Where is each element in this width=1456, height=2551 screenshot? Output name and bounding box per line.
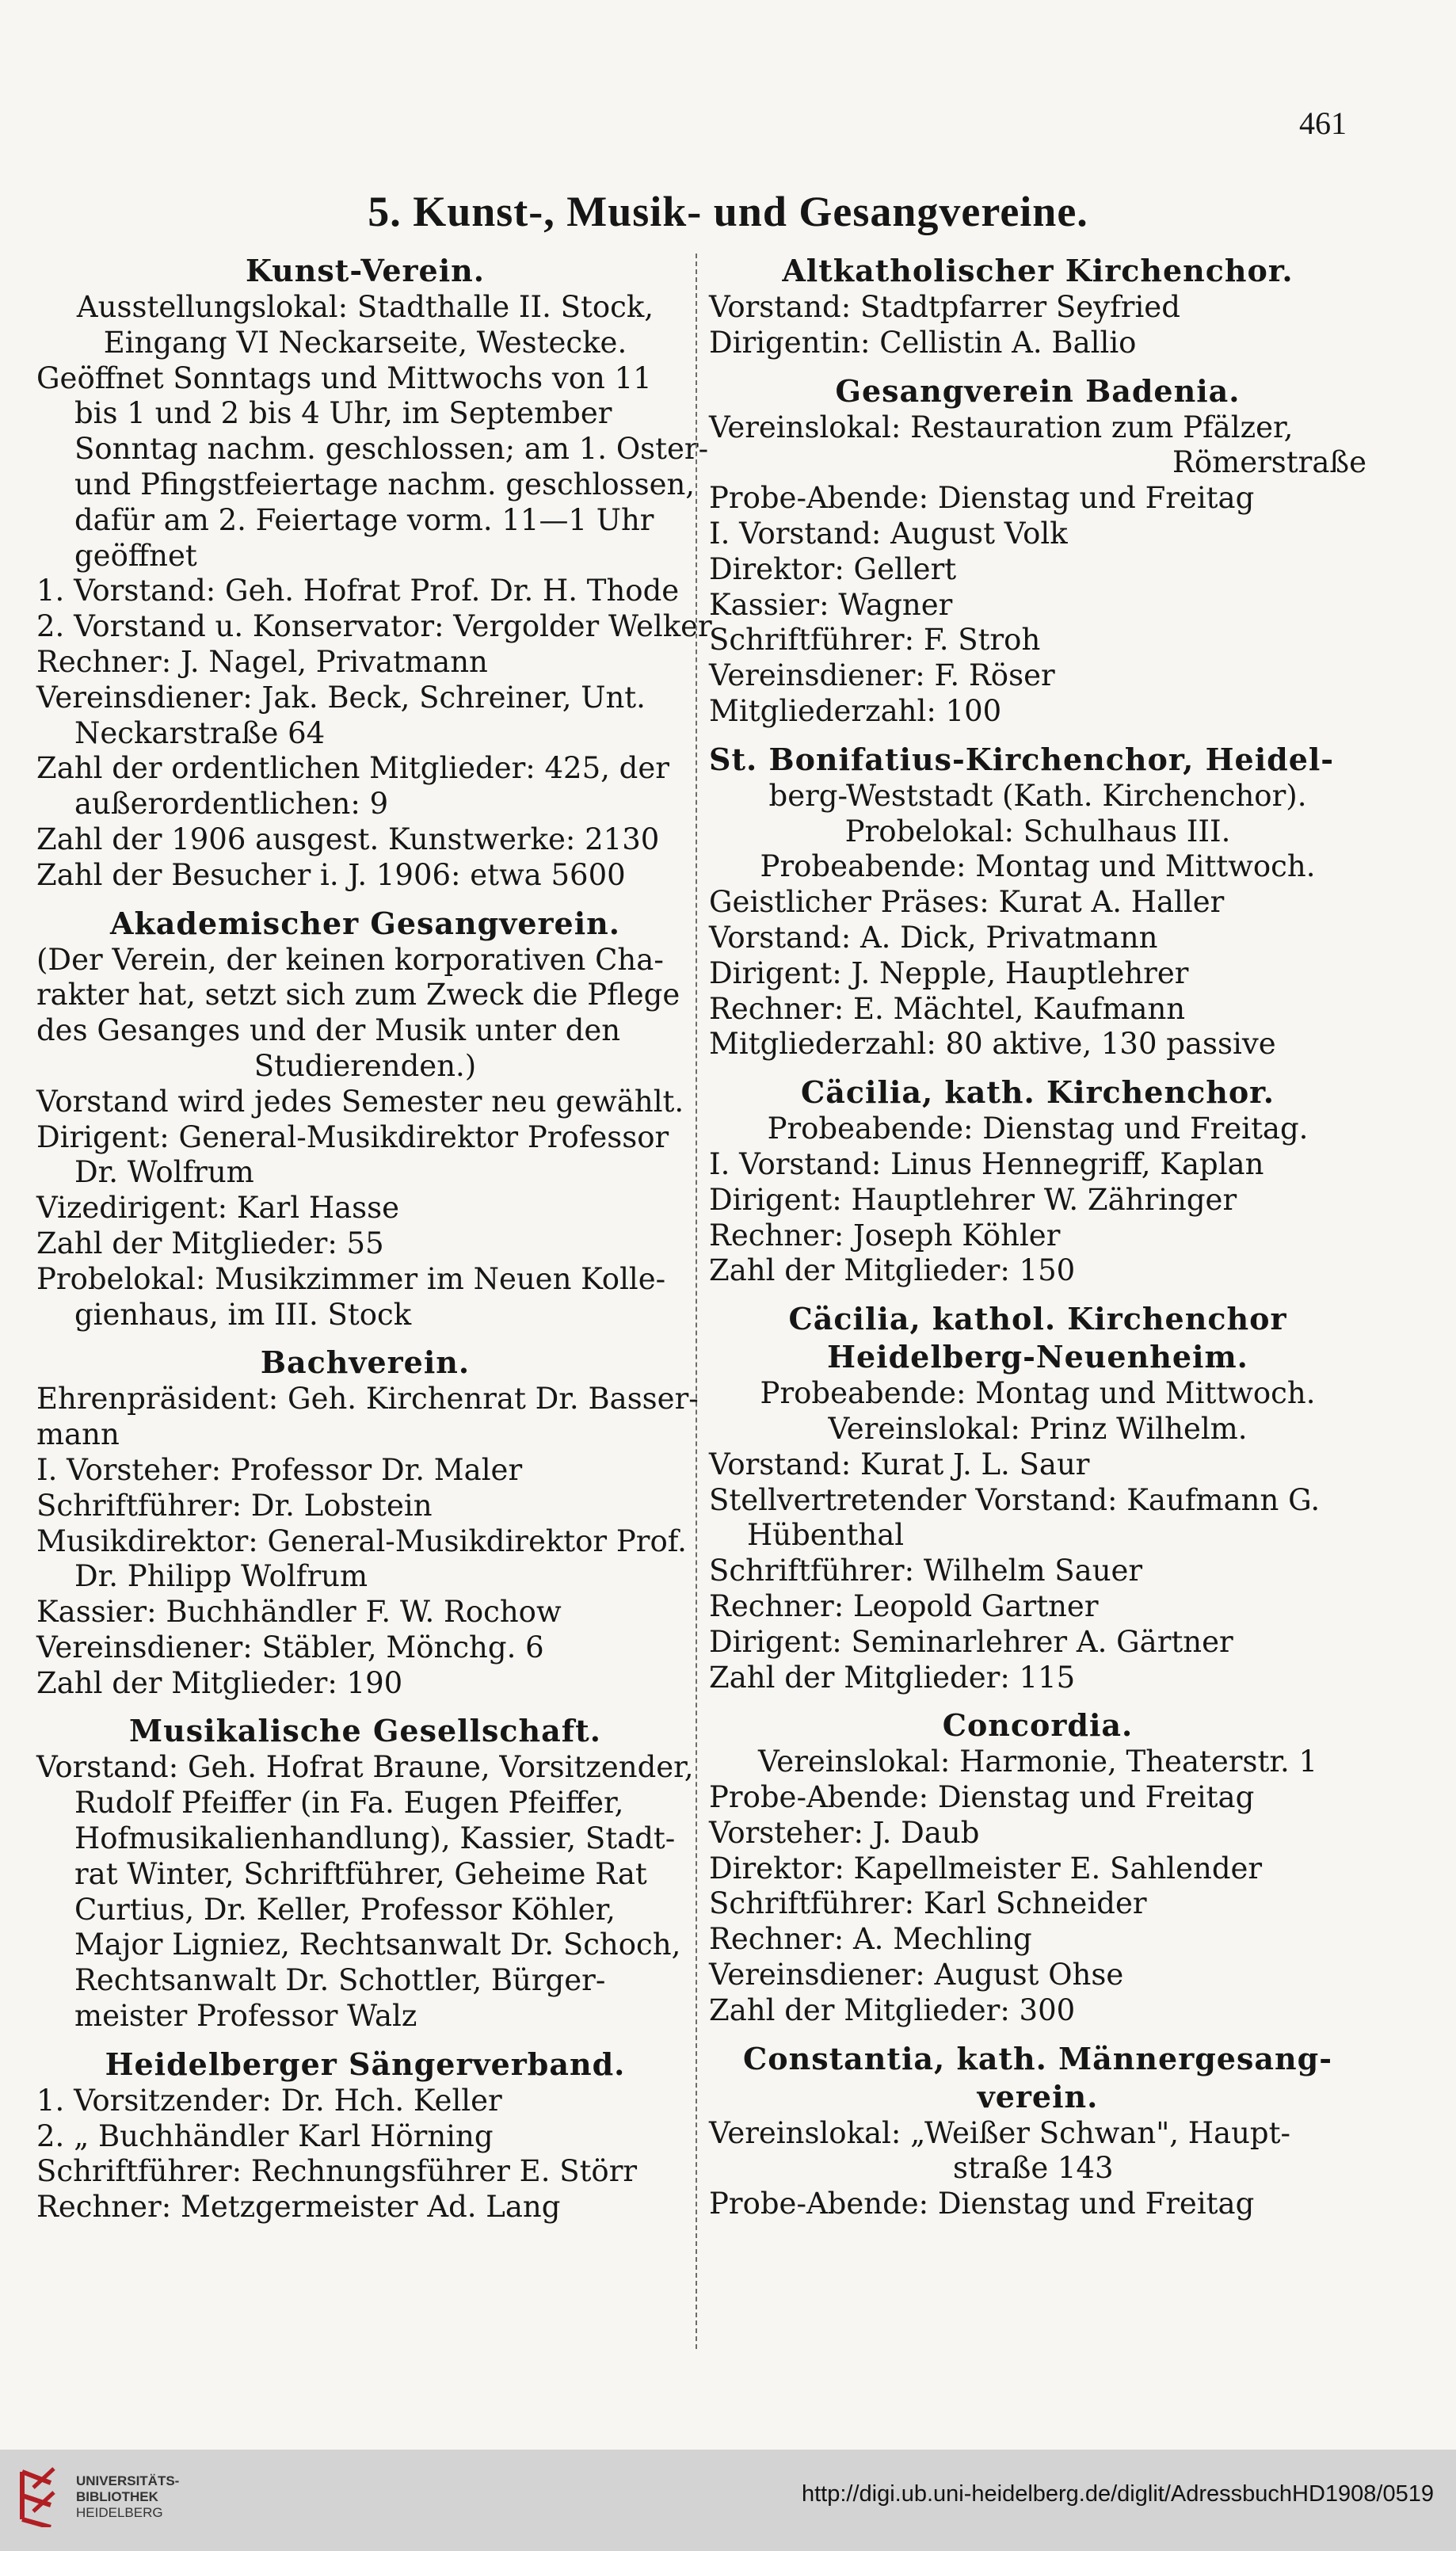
entry-line: Curtius, Dr. Keller, Professor Köhler,: [74, 1892, 616, 1927]
entry-line: Vorstand: A. Dick, Privatmann: [709, 920, 1158, 955]
entry-line: Zahl der Mitglieder: 55: [36, 1226, 384, 1260]
entry-line: Dirigent: J. Nepple, Hauptlehrer: [709, 955, 1189, 990]
entry-line: Vizedirigent: Karl Hasse: [36, 1191, 400, 1226]
entry-line: Vereinslokal: „Weißer Schwan", Haupt-: [709, 2115, 1290, 2150]
entry-line: 1. Vorstand: Geh. Hofrat Prof. Dr. H. Thode: [36, 574, 680, 608]
entry-line: Direktor: Kapellmeister E. Sahlender: [709, 1851, 1263, 1886]
entry-line: Major Ligniez, Rechtsanwalt Dr. Schoch,: [74, 1928, 681, 1962]
entry-line: Vereinsdiener: Jak. Beck, Schreiner, Unt.: [36, 680, 646, 715]
association-constantia-kath-männergesang: [709, 2040, 1366, 2222]
entry-line: Vereinsdiener: Stäbler, Mönchg. 6: [36, 1630, 544, 1664]
entry-line: 1. Vorsitzender: Dr. Hch. Keller: [36, 2083, 502, 2118]
association-heidelberger-sängerverband: [36, 2046, 694, 2225]
entry-line: straße 143: [953, 2151, 1114, 2186]
association-heading: Constantia, kath. Männergesang-: [743, 2040, 1332, 2076]
association-heading-continued: Heidelberg-Neuenheim.: [827, 1339, 1248, 1375]
entry-line: Probelokal: Schulhaus III.: [844, 814, 1231, 848]
library-logo-text: [76, 2473, 179, 2521]
association-akademischer-gesangverein: [36, 905, 694, 1333]
footer-bar: [0, 2450, 1456, 2551]
entry-line: gienhaus, im III. Stock: [74, 1297, 412, 1332]
entry-line: Rechner: Metzgermeister Ad. Lang: [36, 2190, 561, 2225]
entry-line: und Pfingstfeiertage nachm. geschlossen,: [74, 467, 696, 501]
entry-line: Direktor: Gellert: [709, 551, 957, 586]
entry-line: Probe-Abende: Dienstag und Freitag: [709, 2187, 1255, 2221]
entry-line: Rechner: J. Nagel, Privatmann: [36, 644, 488, 679]
entry-line: Zahl der Mitglieder: 150: [709, 1253, 1076, 1288]
entry-line: Kassier: Buchhändler F. W. Rochow: [36, 1595, 562, 1630]
entry-line: Schriftführer: Karl Schneider: [709, 1886, 1147, 1921]
association-heading: Gesangverein Badenia.: [835, 372, 1241, 409]
entry-line: Rudolf Pfeiffer (in Fa. Eugen Pfeiffer,: [74, 1786, 624, 1821]
association-heading: Concordia.: [942, 1707, 1134, 1744]
entry-line: Zahl der ordentlichen Mitglieder: 425, der: [36, 751, 669, 786]
entry-line: außerordentlichen: 9: [74, 787, 389, 822]
entry-line: Ausstellungslokal: Stadthalle II. Stock,: [76, 290, 654, 324]
entry-line: geöffnet: [74, 538, 197, 573]
entry-line: I. Vorstand: Linus Hennegriff, Kaplan: [709, 1146, 1264, 1181]
entry-line: Zahl der Mitglieder: 190: [36, 1665, 403, 1700]
entry-line: Dirigent: Hauptlehrer W. Zähringer: [709, 1182, 1237, 1217]
entry-line: Vorstand: Geh. Hofrat Braune, Vorsitzender,: [36, 1750, 694, 1785]
entry-line: I. Vorsteher: Professor Dr. Maler: [36, 1452, 523, 1487]
entry-line: Geöffnet Sonntags und Mittwochs von 11: [36, 360, 652, 395]
entry-line: Vorstand wird jedes Semester neu gewählt.: [36, 1084, 684, 1119]
entry-line: Vereinslokal: Restauration zum Pfälzer,: [709, 410, 1294, 444]
entry-line: rat Winter, Schriftführer, Geheime Rat: [74, 1856, 647, 1891]
entry-line: Schriftführer: Rechnungsführer E. Störr: [36, 2154, 638, 2189]
association-kunst-verein: [36, 252, 712, 894]
entry-line: 2. Vorstand u. Konservator: Vergolder Welker: [36, 609, 712, 644]
entry-line: Probelokal: Musikzimmer im Neuen Kolle-: [36, 1261, 666, 1296]
entry-line: Sonntag nachm. geschlossen; am 1. Oster-: [74, 432, 709, 467]
entry-line: Hofmusikalienhandlung), Kassier, Stadt-: [74, 1821, 676, 1856]
association-heading: Cäcilia, kathol. Kirchenchor: [788, 1301, 1287, 1337]
entry-line: Rechner: E. Mächtel, Kaufmann: [709, 991, 1186, 1026]
entry-line: Vereinsdiener: August Ohse: [709, 1958, 1124, 1992]
entry-line: Kassier: Wagner: [709, 587, 953, 622]
association-musikalische-gesellschaft: [36, 1712, 694, 2034]
entry-line: Probeabende: Dienstag und Freitag.: [767, 1112, 1309, 1146]
entry-line: Schriftführer: F. Stroh: [709, 623, 1041, 658]
left-column: [36, 252, 712, 2236]
entry-line: meister Professor Walz: [74, 1999, 417, 2034]
association-gesangverein-badenia: [709, 372, 1366, 730]
entry-line: Probeabende: Montag und Mittwoch.: [760, 1376, 1316, 1411]
logo-line-2: BIBLIOTHEK: [76, 2489, 158, 2504]
entry-line: Dirigentin: Cellistin A. Ballio: [709, 325, 1137, 360]
entry-line: Ehrenpräsident: Geh. Kirchenrat Dr. Basser-: [36, 1382, 699, 1417]
entry-line: Eingang VI Neckarseite, Westecke.: [103, 325, 627, 360]
entry-line: bis 1 und 2 bis 4 Uhr, im September: [74, 396, 612, 431]
entry-line: Dr. Wolfrum: [74, 1155, 254, 1190]
association-heading: Altkatholischer Kirchenchor.: [782, 253, 1294, 288]
entry-line: Rechtsanwalt Dr. Schottler, Bürger-: [74, 1963, 606, 1998]
entry-line: berg-Weststadt (Kath. Kirchenchor).: [768, 778, 1307, 813]
entry-line: rakter hat, setzt sich zum Zweck die Pflege: [36, 978, 680, 1012]
page-number: 461: [1299, 105, 1347, 141]
entry-line: Vereinslokal: Prinz Wilhelm.: [828, 1411, 1248, 1446]
association-heading-continued: verein.: [977, 2078, 1099, 2114]
association-heading: Bachverein.: [260, 1344, 471, 1381]
entry-line: Probe-Abende: Dienstag und Freitag: [709, 481, 1255, 516]
entry-line: Rechner: Leopold Gartner: [709, 1588, 1099, 1623]
entry-line: Mitgliederzahl: 100: [709, 693, 1002, 728]
column-divider: [696, 254, 697, 2349]
source-url-link[interactable]: http://digi.ub.uni-heidelberg.de/diglit/AdressbuchHD1908/0519: [801, 2481, 1434, 2507]
entry-line: Dr. Philipp Wolfrum: [74, 1559, 368, 1594]
entry-line: Vorstand: Stadtpfarrer Seyfried: [709, 290, 1180, 324]
entry-line: Probe-Abende: Dienstag und Freitag: [709, 1780, 1255, 1815]
entry-line: Studierenden.): [253, 1048, 477, 1083]
entry-line: Rechner: A. Mechling: [709, 1922, 1032, 1957]
association-bachverein: [36, 1344, 699, 1701]
entry-line: (Der Verein, der keinen korporativen Cha-: [36, 942, 664, 977]
logo-line-3: HEIDELBERG: [76, 2505, 163, 2520]
entry-line: Vorstand: Kurat J. L. Saur: [709, 1447, 1090, 1481]
association-heading: Heidelberger Sängerverband.: [105, 2046, 626, 2082]
association-heading: Cäcilia, kath. Kirchenchor.: [801, 1074, 1275, 1111]
entry-line: dafür am 2. Feiertage vorm. 11—1 Uhr: [74, 502, 654, 537]
entry-line: Hübenthal: [747, 1518, 905, 1553]
association-heading: Akademischer Gesangverein.: [109, 905, 620, 941]
association-st-bonifatius-kirchenchor-heidel: [709, 741, 1366, 1062]
association-heading: Musikalische Gesellschaft.: [129, 1713, 601, 1749]
entry-line: Vereinslokal: Harmonie, Theaterstr. 1: [757, 1745, 1318, 1779]
entry-line: Schriftführer: Dr. Lobstein: [36, 1488, 433, 1523]
entry-line: Schriftführer: Wilhelm Sauer: [709, 1554, 1143, 1588]
entry-line: Dirigent: Seminarlehrer A. Gärtner: [709, 1624, 1233, 1659]
entry-line: Mitgliederzahl: 80 aktive, 130 passive: [709, 1027, 1276, 1062]
entry-line: Zahl der Mitglieder: 115: [709, 1660, 1076, 1695]
entry-line: Vereinsdiener: F. Röser: [709, 658, 1055, 693]
logo-line-1: UNIVERSITÄTS-: [76, 2473, 180, 2488]
association-cäcilia-kath-kirchenchor: [709, 1073, 1366, 1289]
right-column: [709, 252, 1366, 2233]
association-altkatholischer-kirchenchor: [709, 252, 1366, 361]
entry-line: Rechner: Joseph Köhler: [709, 1218, 1061, 1253]
entry-line: Zahl der Besucher i. J. 1906: etwa 5600: [36, 857, 626, 892]
entry-line: mann: [36, 1417, 120, 1452]
entry-line: Neckarstraße 64: [74, 715, 326, 750]
entry-line: Römerstraße: [1172, 445, 1366, 480]
association-concordia: [709, 1706, 1366, 2028]
entry-line: Zahl der 1906 ausgest. Kunstwerke: 2130: [36, 822, 660, 856]
association-cäcilia-kathol-kirchenchor: [709, 1300, 1366, 1695]
entry-line: des Gesanges und der Musik unter den: [36, 1013, 621, 1048]
association-heading: Kunst-Verein.: [245, 253, 486, 288]
entry-line: Zahl der Mitglieder: 300: [709, 1992, 1076, 2027]
entry-line: I. Vorstand: August Volk: [709, 516, 1068, 551]
entry-line: Geistlicher Präses: Kurat A. Haller: [709, 885, 1225, 920]
entry-line: Dirigent: General-Musikdirektor Professor: [36, 1119, 669, 1154]
entry-line: Probeabende: Montag und Mittwoch.: [760, 849, 1316, 884]
entry-line: Vorsteher: J. Daub: [709, 1815, 980, 1850]
entry-line: 2. „ Buchhändler Karl Hörning: [36, 2118, 494, 2153]
section-title: 5. Kunst-, Musik- und Gesangvereine.: [368, 188, 1088, 235]
library-logo-icon: [16, 2464, 60, 2527]
association-heading: St. Bonifatius-Kirchenchor, Heidel-: [709, 741, 1335, 777]
entry-line: Stellvertretender Vorstand: Kaufmann G.: [709, 1482, 1321, 1517]
entry-line: Musikdirektor: General-Musikdirektor Prof.: [36, 1523, 687, 1558]
